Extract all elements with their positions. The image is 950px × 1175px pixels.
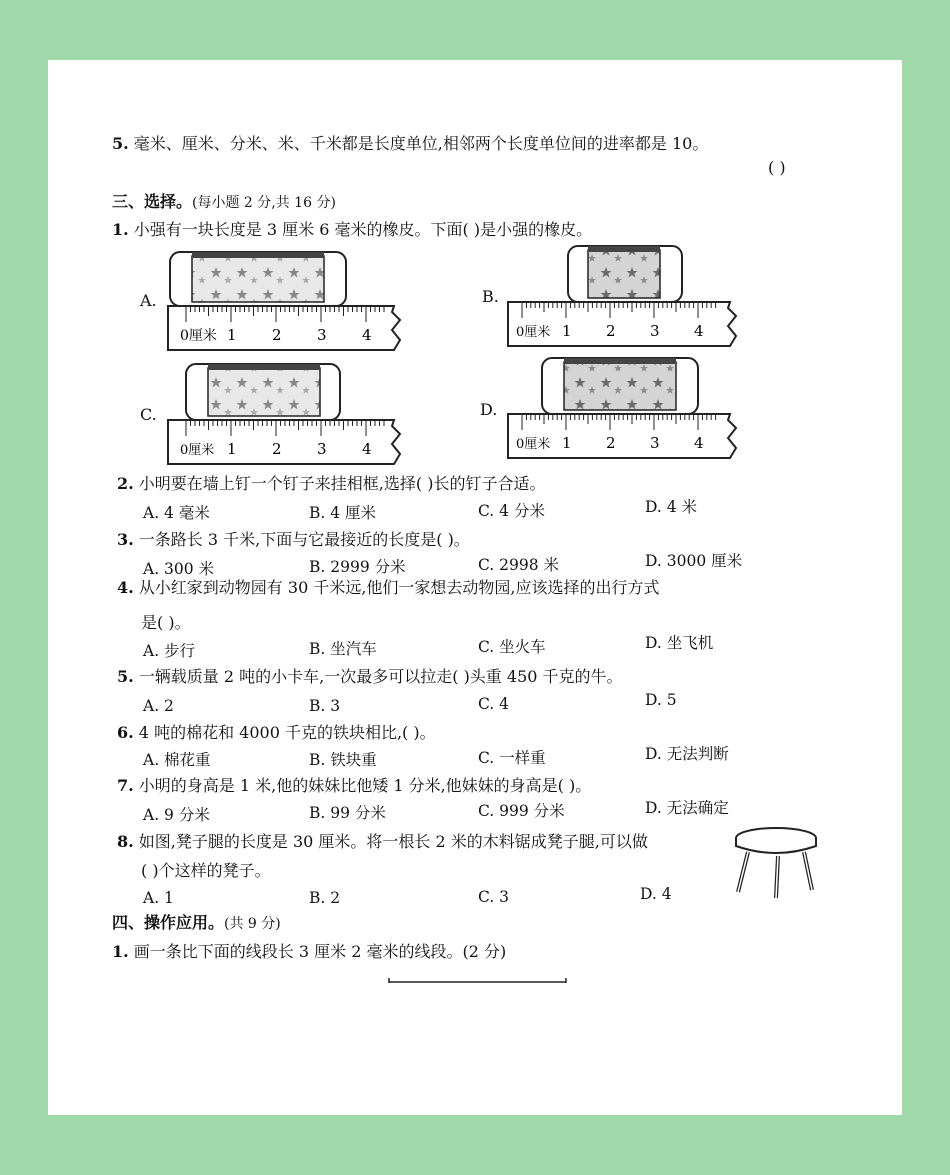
option-d-letter: D. [480,400,498,419]
question-4-continuation: 是( )。 [141,613,191,632]
ruler-label-4: 4 [362,440,372,458]
ruler-option-c [168,420,400,464]
question-text: 如图,凳子腿的长度是 30 厘米。将一根长 2 米的木料锯成凳子腿,可以做 [138,832,648,851]
question-text: 小明要在墙上钉一个钉子来挂相框,选择( )长的钉子合适。 [138,474,546,493]
option-d[interactable]: D. 坐飞机 [645,634,714,652]
ruler-label-4: 4 [694,434,704,452]
section-title: 四、操作应用。 [112,913,225,932]
option-b-letter: B. [482,287,499,306]
option-c[interactable]: C. 4 [478,695,510,713]
question-number: 5. [117,667,134,686]
question-text: 小强有一块长度是 3 厘米 6 毫米的橡皮。下面( )是小强的橡皮。 [133,220,593,239]
option-b[interactable]: B. 99 分米 [309,804,386,822]
option-c[interactable]: C. 2998 米 [478,556,560,574]
eraser-option-c [186,364,340,420]
ruler-label-2: 2 [272,326,282,344]
option-a[interactable]: A. 1 [143,889,174,907]
option-d[interactable]: D. 4 [640,885,672,903]
ruler-label-0: 0厘米 [180,328,217,344]
ruler-label-1: 1 [227,326,237,344]
option-b[interactable]: B. 2999 分米 [309,558,406,576]
eraser-option-b [568,246,682,302]
option-d[interactable]: D. 无法确定 [645,799,729,817]
question-number: 8. [117,832,134,851]
question-8 [117,832,648,852]
question-text: 画一条比下面的线段长 3 厘米 2 毫米的线段。(2 分) [133,942,507,961]
question-number: 5. [112,134,129,153]
question-number: 7. [117,776,134,795]
question-5 [117,667,623,687]
section-4-question-1 [112,942,506,962]
option-c-letter: C. [140,405,157,424]
question-text: 小明的身高是 1 米,他的妹妹比他矮 1 分米,他妹妹的身高是( )。 [138,776,592,795]
ruler-label-3: 3 [650,322,660,340]
section-title: 三、选择。 [112,192,193,211]
question-number: 1. [112,942,129,961]
eraser-option-a [170,252,346,306]
option-b[interactable]: B. 铁块重 [309,751,377,769]
option-b[interactable]: B. 2 [309,889,341,907]
option-c[interactable]: C. 3 [478,888,510,906]
question-number: 3. [117,530,134,549]
ruler-option-d [508,414,736,458]
ruler-label-2: 2 [606,434,616,452]
ruler-label-3: 3 [650,434,660,452]
ruler-label-2: 2 [606,322,616,340]
eraser-option-d [542,358,698,414]
question-3 [117,530,470,550]
option-a[interactable]: A. 9 分米 [143,806,210,824]
option-d[interactable]: D. 5 [645,691,677,709]
ruler-option-a [168,306,400,350]
option-a[interactable]: A. 2 [143,697,174,715]
question-6 [117,723,436,743]
ruler-label-0: 0厘米 [180,443,215,458]
question-text: 一条路长 3 千米,下面与它最接近的长度是( )。 [138,530,470,549]
option-a[interactable]: A. 4 毫米 [143,504,210,522]
option-c[interactable]: C. 4 分米 [478,502,545,520]
ruler-label-1: 1 [562,322,572,340]
ruler-label-0: 0厘米 [516,437,551,452]
question-text: 4 吨的棉花和 4000 千克的铁块相比,( )。 [138,723,436,742]
option-a[interactable]: A. 300 米 [143,560,215,578]
question-text: 毫米、厘米、分米、米、千米都是长度单位,相邻两个长度单位间的进率都是 10。 [133,134,709,153]
option-d[interactable]: D. 3000 厘米 [645,552,743,570]
option-d[interactable]: D. 4 米 [645,498,698,516]
question-number: 1. [112,220,129,239]
question-4 [117,578,660,598]
question-text: 一辆载质量 2 吨的小卡车,一次最多可以拉走( )头重 450 千克的牛。 [138,667,623,686]
option-d[interactable]: D. 无法判断 [645,745,729,763]
option-c[interactable]: C. 一样重 [478,749,546,767]
option-a[interactable]: A. 棉花重 [143,751,211,769]
line-segment [389,978,566,983]
ruler-label-1: 1 [227,440,237,458]
question-number: 2. [117,474,134,493]
ruler-label-1: 1 [562,434,572,452]
ruler-label-4: 4 [362,326,372,344]
question-text: 从小红家到动物园有 30 千米远,他们一家想去动物园,应该选择的出行方式 [138,578,660,597]
question-number: 6. [117,723,134,742]
answer-bracket: ( ) [768,158,786,177]
option-a[interactable]: A. 步行 [143,642,196,660]
option-b[interactable]: B. 4 厘米 [309,504,377,522]
section-score-note: (每小题 2 分,共 16 分) [192,195,336,211]
stool-illustration [736,828,816,898]
option-c[interactable]: C. 999 分米 [478,802,565,820]
ruler-label-4: 4 [694,322,704,340]
option-b[interactable]: B. 坐汽车 [309,640,377,658]
question-2 [117,474,545,494]
option-a-letter: A. [140,291,157,310]
question-7 [117,776,591,796]
ruler-label-3: 3 [317,326,327,344]
question-number: 4. [117,578,134,597]
section-4-heading [112,913,281,934]
ruler-label-2: 2 [272,440,282,458]
option-b[interactable]: B. 3 [309,697,341,715]
ruler-label-3: 3 [317,440,327,458]
question-8-continuation: ( )个这样的凳子。 [141,861,271,880]
option-c[interactable]: C. 坐火车 [478,638,546,656]
ruler-label-0: 0厘米 [516,325,551,340]
section-score-note: (共 9 分) [224,916,281,932]
ruler-option-b [508,302,736,346]
